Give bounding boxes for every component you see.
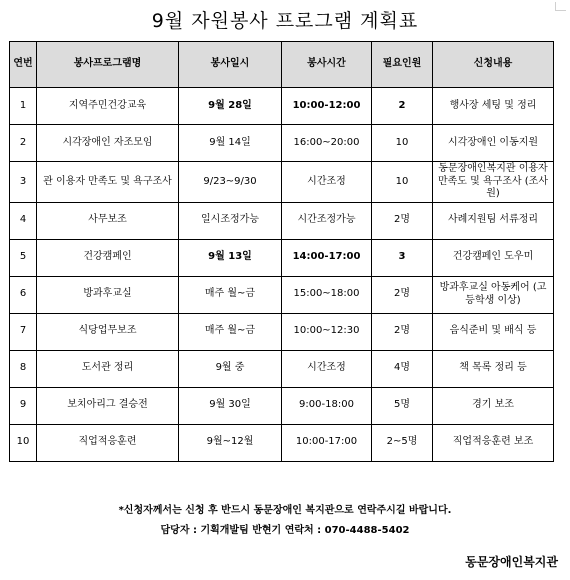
table-header-row (10, 42, 554, 88)
cell-no: 10 (10, 424, 37, 461)
cell-details: 건강캠페인 도우미 (433, 239, 554, 276)
organization-name: 동문장애인복지관 (465, 555, 558, 569)
schedule-table (9, 41, 554, 462)
cell-details: 시각장애인 이동지원 (433, 125, 554, 162)
cell-program: 건강캠페인 (37, 239, 179, 276)
cell-needed: 3 (372, 239, 433, 276)
cell-no: 8 (10, 350, 37, 387)
cell-date: 매주 월~금 (179, 313, 282, 350)
cell-program: 방과후교실 (37, 276, 179, 313)
cell-no: 5 (10, 239, 37, 276)
cell-needed: 2~5명 (372, 424, 433, 461)
cell-needed: 4명 (372, 350, 433, 387)
cell-time: 9:00-18:00 (282, 387, 372, 424)
cell-time: 10:00-17:00 (282, 424, 372, 461)
cell-no: 3 (10, 162, 37, 203)
cell-no: 9 (10, 387, 37, 424)
cell-no: 7 (10, 313, 37, 350)
cell-date: 9월 30일 (179, 387, 282, 424)
cell-no: 1 (10, 88, 37, 125)
table-row (10, 313, 554, 350)
cell-needed: 2명 (372, 276, 433, 313)
cell-needed: 5명 (372, 387, 433, 424)
cell-date: 9월 14일 (179, 125, 282, 162)
table-row (10, 239, 554, 276)
notice-text: *신청자께서는 신청 후 반드시 동문장애인 복지관으로 연락주시길 바랍니다. (118, 505, 452, 516)
cell-date: 9/23~9/30 (179, 162, 282, 203)
header-details: 신청내용 (433, 42, 554, 88)
table-row (10, 424, 554, 461)
cell-needed: 2 (372, 88, 433, 125)
cell-time: 15:00~18:00 (282, 276, 372, 313)
cell-time: 14:00-17:00 (282, 239, 372, 276)
table-row (10, 125, 554, 162)
cell-date: 일시조정가능 (179, 202, 282, 239)
cell-needed: 2명 (372, 202, 433, 239)
cell-program: 식당업무보조 (37, 313, 179, 350)
cell-details: 음식준비 및 배식 등 (433, 313, 554, 350)
contact-info: 담당자 : 기획개발팀 반현기 연락처 : 070-4488-5402 (160, 525, 410, 536)
cell-time: 시간조정 (282, 162, 372, 203)
page-title: 9월 자원봉사 프로그램 계획표 (151, 10, 419, 32)
cell-date: 9월 13일 (179, 239, 282, 276)
cell-time: 시간조정가능 (282, 202, 372, 239)
cell-time: 시간조정 (282, 350, 372, 387)
cell-program: 지역주민건강교육 (37, 88, 179, 125)
cell-date: 9월 중 (179, 350, 282, 387)
cell-date: 9월~12월 (179, 424, 282, 461)
cell-details: 직업적응훈련 보조 (433, 424, 554, 461)
header-no: 연번 (10, 42, 37, 88)
header-needed: 필요인원 (372, 42, 433, 88)
table-row (10, 350, 554, 387)
cell-program: 관 이용자 만족도 및 욕구조사 (37, 162, 179, 203)
cell-details: 책 목록 정리 등 (433, 350, 554, 387)
cell-time: 16:00~20:00 (282, 125, 372, 162)
cell-needed: 10 (372, 125, 433, 162)
table-row (10, 387, 554, 424)
cell-no: 4 (10, 202, 37, 239)
cell-program: 도서관 정리 (37, 350, 179, 387)
cell-needed: 2명 (372, 313, 433, 350)
cell-time: 10:00~12:30 (282, 313, 372, 350)
cell-time: 10:00-12:00 (282, 88, 372, 125)
table-row (10, 202, 554, 239)
header-time: 봉사시간 (282, 42, 372, 88)
cell-details: 방과후교실 아동케어 (고등학생 이상) (433, 276, 554, 313)
cell-program: 시각장애인 자조모임 (37, 125, 179, 162)
cell-no: 6 (10, 276, 37, 313)
table-row (10, 162, 554, 203)
header-date: 봉사일시 (179, 42, 282, 88)
cell-date: 매주 월~금 (179, 276, 282, 313)
cell-details: 행사장 세팅 및 정리 (433, 88, 554, 125)
cell-program: 보치아리그 결승전 (37, 387, 179, 424)
cell-details: 사례지원팀 서류정리 (433, 202, 554, 239)
table-row (10, 88, 554, 125)
cell-program: 사무보조 (37, 202, 179, 239)
cell-needed: 10 (372, 162, 433, 203)
cell-details: 경기 보조 (433, 387, 554, 424)
header-program: 봉사프로그램명 (37, 42, 179, 88)
cell-details: 동문장애인복지관 이용자 만족도 및 욕구조사 (조사원) (433, 162, 554, 203)
cell-program: 직업적응훈련 (37, 424, 179, 461)
cell-date: 9월 28일 (179, 88, 282, 125)
table-row (10, 276, 554, 313)
cell-no: 2 (10, 125, 37, 162)
